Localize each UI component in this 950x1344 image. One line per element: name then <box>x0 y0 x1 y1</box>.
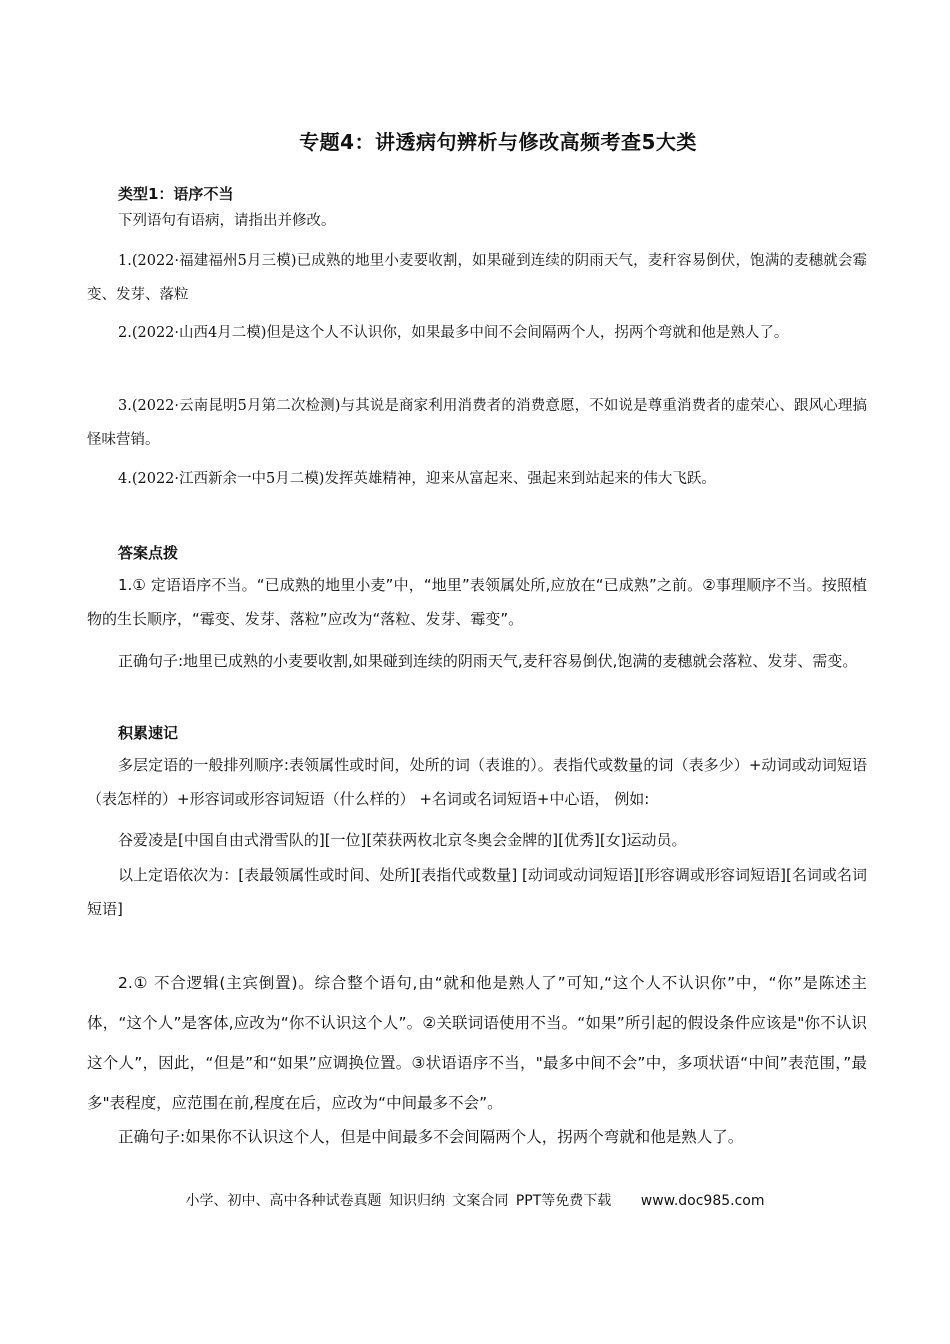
type1-heading: 类型1：语序不当 <box>118 185 234 203</box>
footer-text: 小学、初中、高中各种试卷真题 知识归纳 文案合同 PPT等免费下载 <box>185 1193 612 1209</box>
answer-1-correct: 正确句子:地里已成熟的小麦要收割,如果碰到连续的阴雨天气,麦秆容易倒伏,饱满的麦穗就会落粒、发芽、需变。 <box>118 652 858 670</box>
type1-intro: 下列语句有语病，请指出并修改。 <box>118 213 336 229</box>
accumulate-example: 谷爱凌是[中国自由式滑雪队的][一位][荣获两枚北京冬奥会金牌的][优秀][女]运动员。 <box>118 831 687 849</box>
accumulate-heading: 积累速记 <box>118 724 179 742</box>
page-footer <box>0 1190 950 1210</box>
accumulate-order: 以上定语依次为：[表最领属性或时间、处所][表指代或数量] [动词或动词短语][形容调或形容词短语][名词或名词短语] <box>87 866 867 918</box>
footer-url[interactable]: www.doc985.com <box>640 1193 765 1209</box>
page-title: 专题4：讲透病句辨析与修改高频考查5大类 <box>299 130 697 154</box>
accumulate-rule: 多层定语的一般排列顺序:表领属性或时间，处所的词（表谁的）。表指代或数量的词（表多少）+动词或动词短语（表怎样的）+形容词或形容词短语（什么样的） +名词或名词短语+中心语， 例如: <box>87 756 867 808</box>
question-1: 1.(2022·福建福州5月三模)已成熟的地里小麦要收割，如果碰到连续的阴雨天气，麦秆容易倒伏，饱满的麦穗就会霉变、发芽、落粒 <box>87 253 867 303</box>
question-3: 3.(2022·云南昆明5月第二次检测)与其说是商家利用消费者的消费意愿，不如说是尊重消费者的虚荣心、跟风心理搞怪味营销。 <box>87 398 867 448</box>
answer-2-correct: 正确句子:如果你不认识这个人，但是中间最多不会间隔两个人，拐两个弯就和他是熟人了。 <box>118 1128 744 1146</box>
answer-heading: 答案点拨 <box>118 544 179 562</box>
question-2: 2.(2022·山西4月二模)但是这个人不认识你，如果最多中间不会间隔两个人，拐两个弯就和他是熟人了。 <box>118 325 789 341</box>
question-4: 4.(2022·江西新余一中5月二模)发挥英雄精神，迎来从富起来、强起来到站起来的伟大飞跃。 <box>118 471 716 487</box>
answer-1: 1.① 定语语序不当。“已成熟的地里小麦”中，“地里”表领属处所,应放在“已成熟”之前。②事理顺序不当。按照植物的生长顺序，“霉变、发芽、落粒”应改为“落粒、发芽、霉变”。 <box>87 576 867 628</box>
answer-2: 2.① 不合逻辑(主宾倒置)。综合整个语句,由“就和他是熟人了”可知,“这个人不认识你”中，“你”是陈述主体，“这个人”是客体,应改为“你不认识这个人”。②关联词语使用不当。“如果”所引起的假设条件应该是"你不认识这个人”，因此，“但是”和“如果”应调换位置。③状语语序不当，"最多中间不会”中，多项状语“中间”表范围，”最多"表程度，应范围在前,程度在后，应改为“中间最多不会”。 <box>87 974 867 1112</box>
